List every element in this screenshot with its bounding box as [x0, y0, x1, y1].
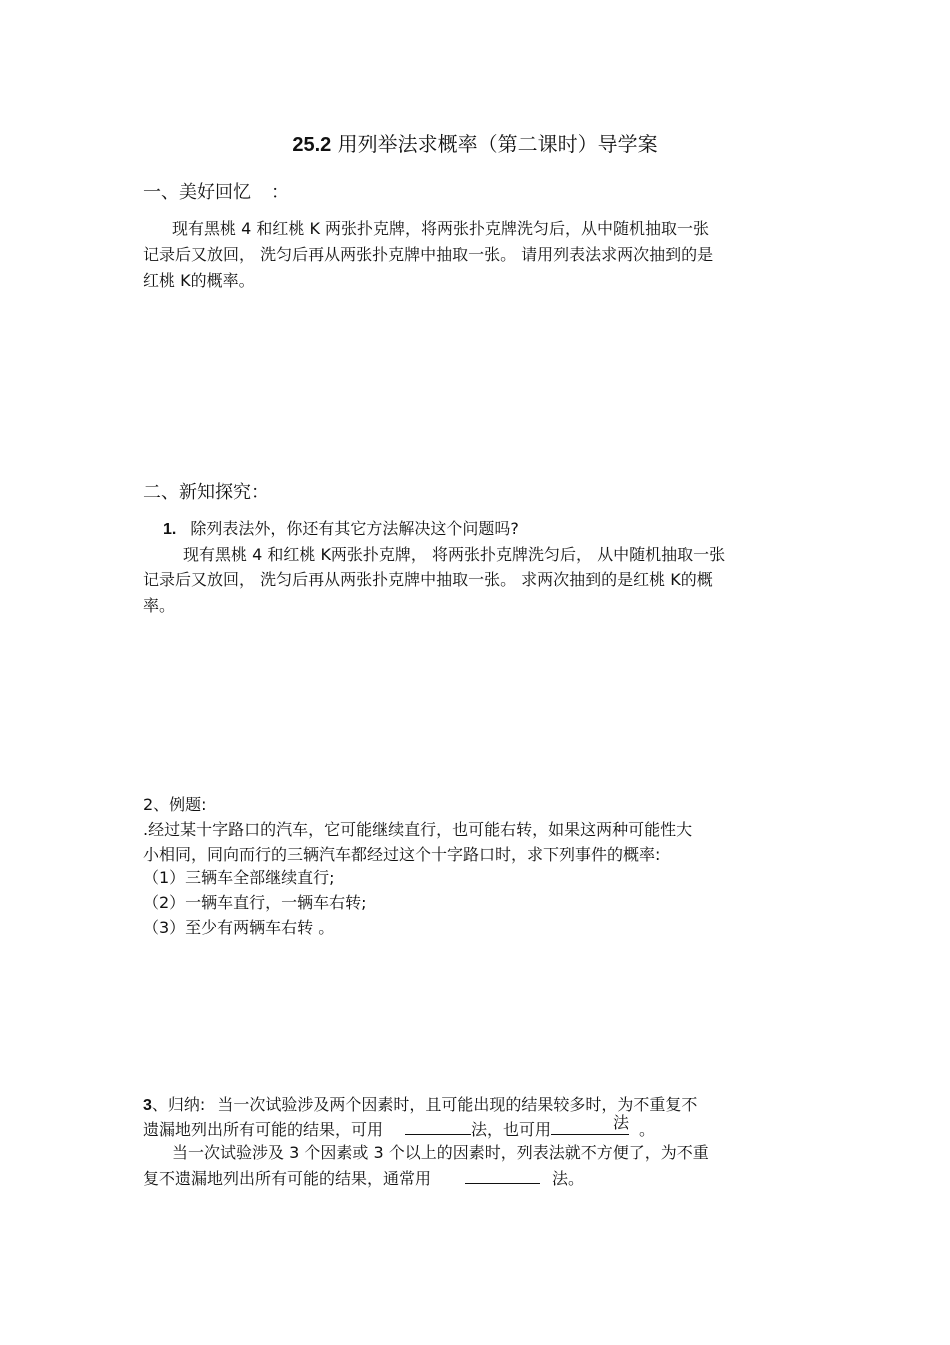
section1-line-1: 现有黑桃 4 和红桃 K 两张扑克牌，将两张扑克牌洗匀后，从中随机抽取一张	[172, 219, 710, 238]
summary-line-3: 当一次试验涉及 3 个因素或 3 个以上的因素时，列表法就不方便了，为不重	[172, 1143, 709, 1162]
summary-line-2-text-d: 。	[639, 1120, 656, 1139]
example-line-1: .经过某十字路口的汽车，它可能继续直行，也可能右转，如果这两种可能性大	[143, 820, 693, 839]
summary-line-2-text-a: 遗漏地列出所有可能的结果，可用	[143, 1120, 384, 1139]
summary-line-2-text-b: 法，也可用	[471, 1120, 552, 1139]
section1-heading	[143, 181, 289, 205]
section1-line-3: 红桃 K的概率。	[143, 271, 255, 290]
title-text: 用列举法求概率（第二课时）导学案	[337, 132, 658, 156]
answer-blank-1[interactable]	[405, 1117, 471, 1135]
summary-line-1-text: 当一次试验涉及两个因素时，且可能出现的结果较多时，为不重复不	[217, 1095, 698, 1114]
section1-heading-colon: ：	[271, 182, 289, 203]
example-item-3: （3）至少有两辆车右转 。	[143, 918, 335, 937]
example-item-2: （2）一辆车直行，一辆车右转;	[143, 893, 367, 912]
summary-line-4	[143, 1166, 584, 1190]
answer-blank-2[interactable]	[551, 1113, 630, 1135]
example-line-2: 小相同，同向而行的三辆汽车都经过这个十字路口时，求下列事件的概率:	[143, 845, 661, 864]
title-number: 25.2	[292, 134, 332, 156]
section1-line-2: 记录后又放回， 洗匀后再从两张扑克牌中抽取一张。 请用列表法求两次抽到的是	[143, 245, 714, 264]
summary-label: 、归纳:	[151, 1095, 206, 1114]
summary-line-4-text-a: 复不遗漏地列出所有可能的结果，通常用	[143, 1169, 432, 1188]
question-1-line-2: 记录后又放回， 洗匀后再从两张扑克牌中抽取一张。 求两次抽到的是红桃 K的概	[143, 570, 713, 589]
summary-number: 3	[143, 1097, 152, 1114]
question-1-number: 1.	[163, 521, 177, 538]
question-1-line-1: 现有黑桃 4 和红桃 K两张扑克牌， 将两张扑克牌洗匀后， 从中随机抽取一张	[183, 545, 726, 564]
section1-heading-text: 一、美好回忆	[143, 182, 251, 203]
page-title	[0, 131, 950, 158]
summary-line-4-text-b: 法。	[552, 1169, 585, 1188]
question-1	[163, 518, 519, 541]
example-heading: 2、例题:	[143, 795, 207, 814]
answer-blank-3[interactable]	[465, 1166, 540, 1184]
question-1-line-3: 率。	[143, 596, 176, 615]
question-1-text: 除列表法外，你还有其它方法解决这个问题吗?	[190, 519, 519, 538]
summary-line-2-text-c: 法	[613, 1113, 630, 1132]
example-item-1: （1）三辆车全部继续直行;	[143, 868, 335, 887]
summary-line-2	[143, 1113, 656, 1141]
section2-heading: 二、新知探究：	[143, 482, 269, 503]
